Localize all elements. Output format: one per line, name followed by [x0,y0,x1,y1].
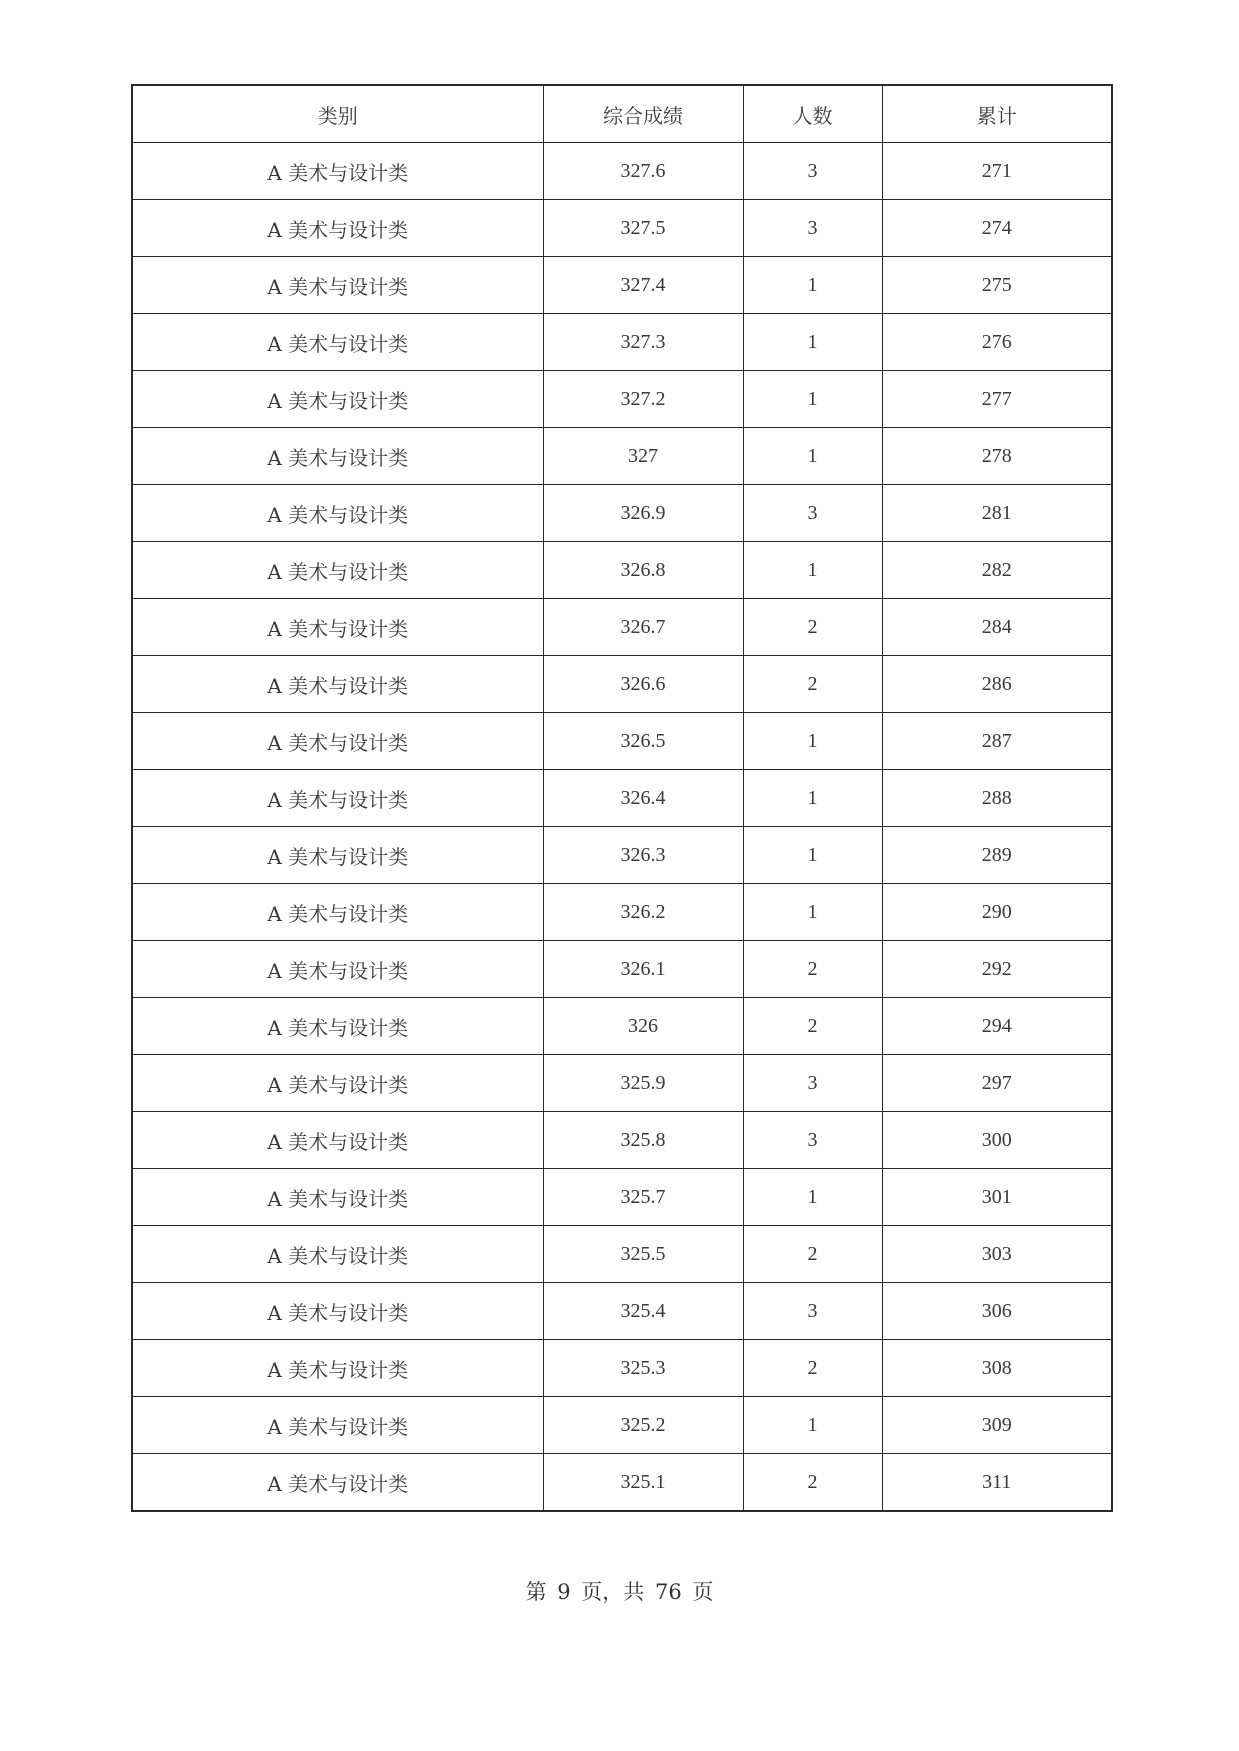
table-row [132,257,1112,314]
category-cell: A 美术与设计类 [132,542,543,599]
category-cell: A 美术与设计类 [132,1112,543,1169]
count-cell: 3 [743,1112,882,1169]
count-cell: 1 [743,542,882,599]
cumulative-cell: 282 [882,542,1112,599]
cumulative-cell: 274 [882,200,1112,257]
table-row [132,1226,1112,1283]
score-cell: 326.2 [543,884,743,941]
score-cell: 325.2 [543,1397,743,1454]
count-cell: 1 [743,257,882,314]
score-cell: 326.8 [543,542,743,599]
cumulative-cell: 294 [882,998,1112,1055]
category-cell: A 美术与设计类 [132,257,543,314]
table-header-row [132,85,1112,143]
count-cell: 2 [743,599,882,656]
header-count: 人数 [743,85,882,143]
cumulative-cell: 277 [882,371,1112,428]
count-cell: 3 [743,143,882,200]
score-cell: 327.6 [543,143,743,200]
score-cell: 326 [543,998,743,1055]
table-row [132,713,1112,770]
count-cell: 1 [743,884,882,941]
cumulative-cell: 271 [882,143,1112,200]
count-cell: 1 [743,314,882,371]
cumulative-cell: 290 [882,884,1112,941]
count-cell: 1 [743,827,882,884]
table-row [132,200,1112,257]
score-cell: 325.7 [543,1169,743,1226]
score-cell: 326.5 [543,713,743,770]
category-cell: A 美术与设计类 [132,770,543,827]
score-cell: 326.6 [543,656,743,713]
table-row [132,314,1112,371]
cumulative-cell: 286 [882,656,1112,713]
table-row [132,485,1112,542]
count-cell: 1 [743,428,882,485]
category-cell: A 美术与设计类 [132,998,543,1055]
cumulative-cell: 289 [882,827,1112,884]
count-cell: 1 [743,371,882,428]
cumulative-cell: 309 [882,1397,1112,1454]
cumulative-cell: 303 [882,1226,1112,1283]
count-cell: 1 [743,1397,882,1454]
category-cell: A 美术与设计类 [132,1340,543,1397]
cumulative-cell: 297 [882,1055,1112,1112]
cumulative-cell: 288 [882,770,1112,827]
cumulative-cell: 281 [882,485,1112,542]
score-cell: 326.9 [543,485,743,542]
table-row [132,884,1112,941]
count-cell: 1 [743,713,882,770]
count-cell: 2 [743,656,882,713]
cumulative-cell: 287 [882,713,1112,770]
header-category: 类别 [132,85,543,143]
cumulative-cell: 292 [882,941,1112,998]
score-cell: 325.5 [543,1226,743,1283]
table-row [132,1454,1112,1512]
count-cell: 2 [743,1340,882,1397]
category-cell: A 美术与设计类 [132,884,543,941]
count-cell: 2 [743,941,882,998]
table-row [132,371,1112,428]
score-cell: 325.1 [543,1454,743,1512]
category-cell: A 美术与设计类 [132,656,543,713]
score-cell: 327.2 [543,371,743,428]
page-number: 第 9 页，共 76 页 [525,1580,714,1604]
score-cell: 326.3 [543,827,743,884]
table-row [132,941,1112,998]
cumulative-cell: 301 [882,1169,1112,1226]
table-row [132,428,1112,485]
table-body [132,143,1112,1512]
score-cell: 325.9 [543,1055,743,1112]
category-cell: A 美术与设计类 [132,485,543,542]
cumulative-cell: 284 [882,599,1112,656]
score-cell: 327.4 [543,257,743,314]
category-cell: A 美术与设计类 [132,827,543,884]
score-distribution-table [131,84,1113,1512]
count-cell: 2 [743,1226,882,1283]
header-cumulative: 累计 [882,85,1112,143]
table-row [132,1340,1112,1397]
table-row [132,143,1112,200]
category-cell: A 美术与设计类 [132,143,543,200]
score-cell: 327.3 [543,314,743,371]
category-cell: A 美术与设计类 [132,1397,543,1454]
count-cell: 2 [743,1454,882,1512]
table-row [132,827,1112,884]
count-cell: 2 [743,998,882,1055]
count-cell: 1 [743,1169,882,1226]
score-cell: 326.4 [543,770,743,827]
cumulative-cell: 311 [882,1454,1112,1512]
table-row [132,1397,1112,1454]
category-cell: A 美术与设计类 [132,599,543,656]
cumulative-cell: 306 [882,1283,1112,1340]
category-cell: A 美术与设计类 [132,1169,543,1226]
category-cell: A 美术与设计类 [132,713,543,770]
category-cell: A 美术与设计类 [132,1454,543,1512]
table-row [132,1283,1112,1340]
category-cell: A 美术与设计类 [132,1055,543,1112]
count-cell: 1 [743,770,882,827]
table-row [132,998,1112,1055]
score-cell: 325.3 [543,1340,743,1397]
score-cell: 326.7 [543,599,743,656]
category-cell: A 美术与设计类 [132,371,543,428]
category-cell: A 美术与设计类 [132,1226,543,1283]
count-cell: 3 [743,1055,882,1112]
table-row [132,770,1112,827]
table-row [132,1112,1112,1169]
table-row [132,542,1112,599]
count-cell: 3 [743,1283,882,1340]
cumulative-cell: 308 [882,1340,1112,1397]
header-score: 综合成绩 [543,85,743,143]
category-cell: A 美术与设计类 [132,428,543,485]
table-row [132,656,1112,713]
cumulative-cell: 275 [882,257,1112,314]
table-row [132,1169,1112,1226]
table-row [132,1055,1112,1112]
cumulative-cell: 278 [882,428,1112,485]
category-cell: A 美术与设计类 [132,941,543,998]
count-cell: 3 [743,200,882,257]
cumulative-cell: 300 [882,1112,1112,1169]
score-cell: 325.4 [543,1283,743,1340]
category-cell: A 美术与设计类 [132,1283,543,1340]
score-cell: 327.5 [543,200,743,257]
count-cell: 3 [743,485,882,542]
score-cell: 326.1 [543,941,743,998]
category-cell: A 美术与设计类 [132,314,543,371]
table-row [132,599,1112,656]
score-cell: 327 [543,428,743,485]
category-cell: A 美术与设计类 [132,200,543,257]
score-cell: 325.8 [543,1112,743,1169]
cumulative-cell: 276 [882,314,1112,371]
